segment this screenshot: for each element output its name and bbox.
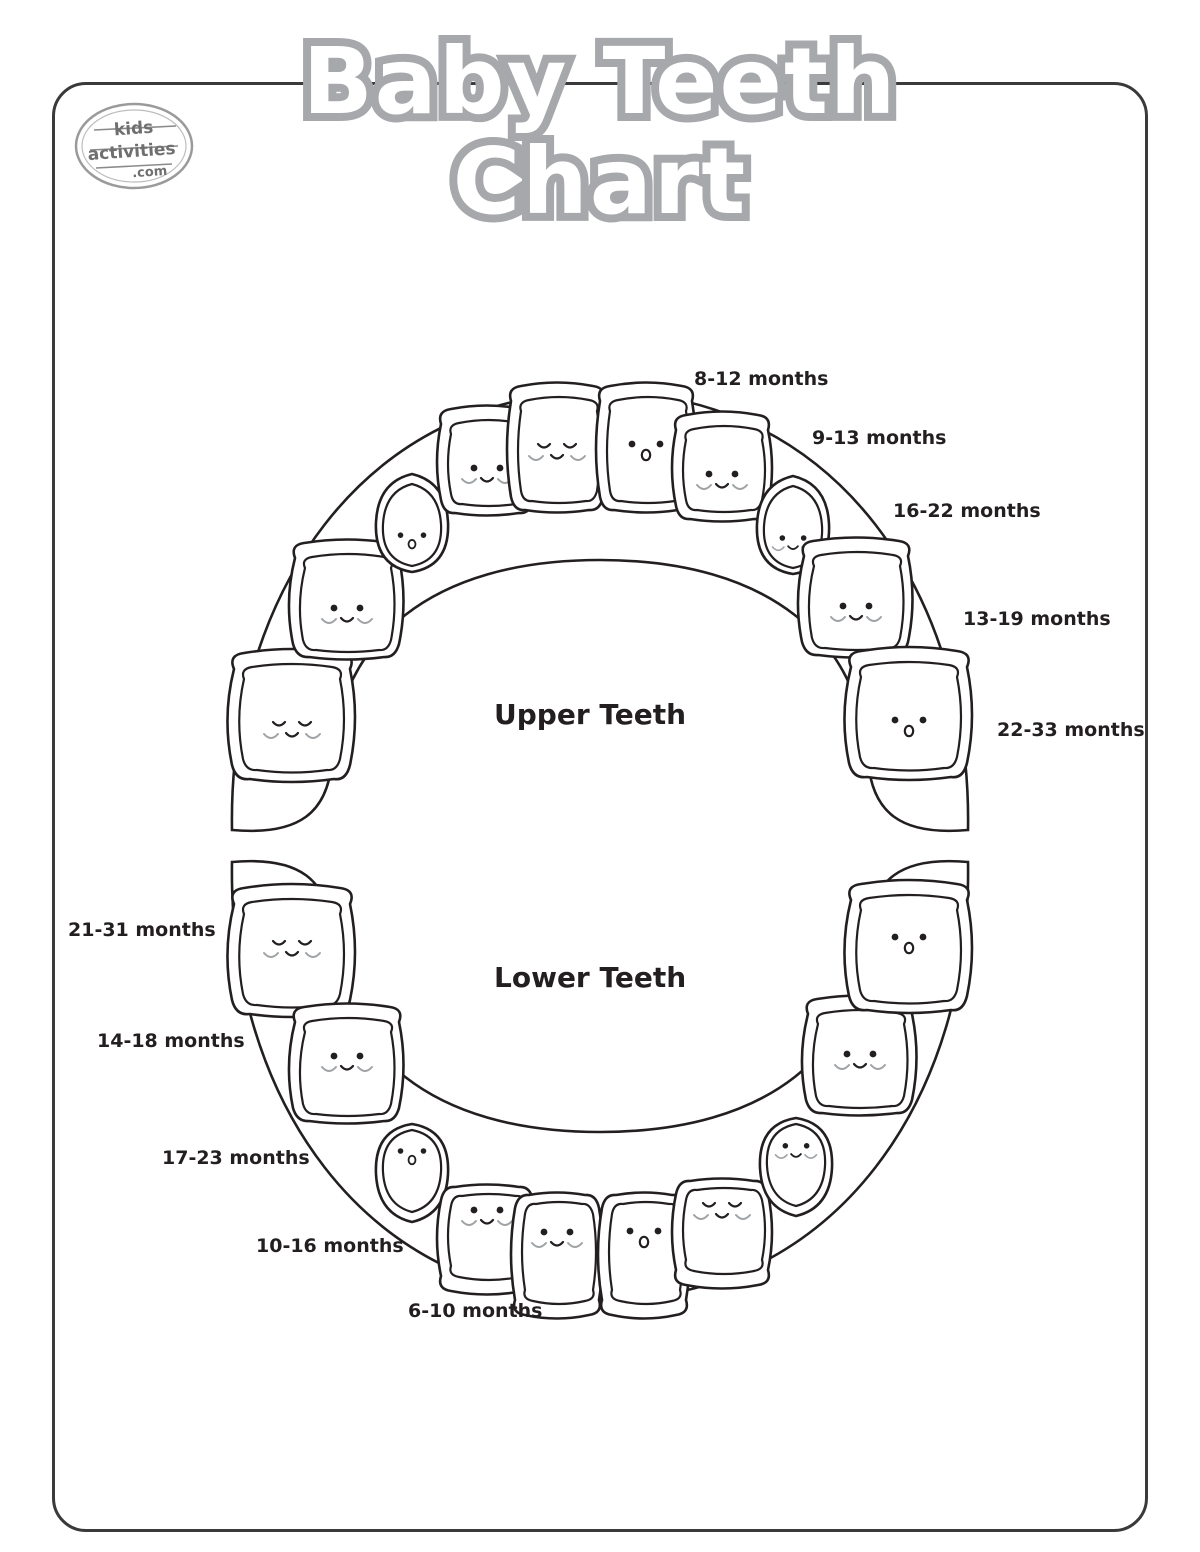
label-upper-lateral-incisor: 9-13 months <box>812 427 947 449</box>
svg-text:kids: kids <box>113 117 155 141</box>
tooth-lower-left-canine <box>376 1124 448 1222</box>
title-line-1: Baby Teeth <box>302 28 898 135</box>
label-upper-canine: 16-22 months <box>893 500 1041 522</box>
tooth-upper-right-second-molar <box>844 647 972 780</box>
label-upper-first-molar: 13-19 months <box>963 608 1111 630</box>
lower-teeth-caption: Lower Teeth <box>494 961 687 994</box>
label-upper-central-incisor: 8-12 months <box>694 368 829 390</box>
tooth-lower-left-second-molar <box>227 884 355 1017</box>
title-line-2: Chart <box>452 128 748 235</box>
label-lower-second-molar: 21-31 months <box>68 919 216 941</box>
tooth-upper-left-canine <box>376 474 448 572</box>
tooth-upper-right-first-molar <box>798 538 913 658</box>
tooth-upper-right-lateral-incisor <box>672 412 772 522</box>
label-lower-first-molar: 14-18 months <box>97 1030 245 1052</box>
label-lower-canine: 17-23 months <box>162 1147 310 1169</box>
svg-text:.com: .com <box>131 163 168 182</box>
tooth-lower-right-lateral-incisor <box>672 1179 772 1289</box>
label-lower-lateral-incisor: 10-16 months <box>256 1235 404 1257</box>
tooth-lower-left-first-molar <box>289 1004 404 1124</box>
svg-text:activities: activities <box>87 138 177 166</box>
tooth-upper-left-second-molar <box>227 649 355 782</box>
tooth-upper-left-central-incisor <box>507 383 607 513</box>
label-lower-central-incisor: 6-10 months <box>408 1300 543 1322</box>
upper-teeth-caption: Upper Teeth <box>494 698 687 731</box>
tooth-lower-right-canine <box>760 1118 832 1216</box>
tooth-lower-right-second-molar <box>844 880 972 1013</box>
label-upper-second-molar: 22-33 months <box>997 719 1145 741</box>
